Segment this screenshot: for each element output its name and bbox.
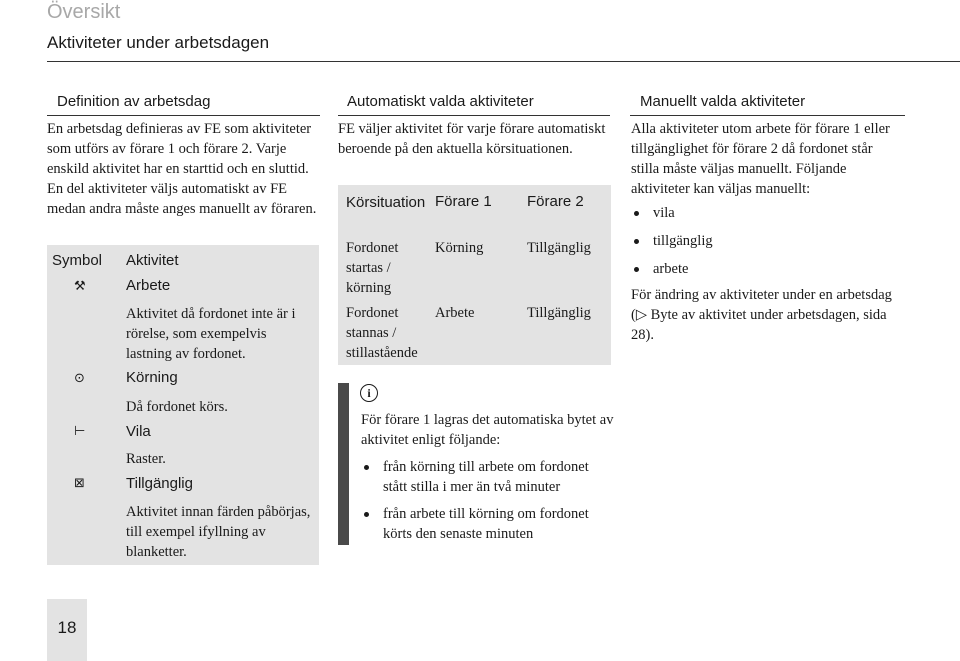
section-title: Översikt <box>47 1 121 23</box>
situation-column-header: Körsituation <box>346 194 426 211</box>
driver2-column-header: Förare 2 <box>527 193 584 210</box>
situation-table <box>338 185 611 365</box>
manual-footer-text: För ändring av aktiviteter under en arbetsdag (▷ Byte av aktivitet under arbetsdagen, sida 28). <box>631 287 892 343</box>
driver1-cell: Körning <box>435 240 484 256</box>
list-item: vila <box>631 203 903 223</box>
activity-desc-tillganglig: Aktivitet innan färden påbörjas, till exempel ifyllning av blanketter. <box>126 504 311 560</box>
activity-desc-arbete: Aktivitet då fordonet inte är i rörelse, som exempelvis lastning av fordonet. <box>126 306 296 362</box>
definition-rule <box>47 115 320 116</box>
steering-wheel-icon: ⊙ <box>74 371 85 386</box>
activity-name-korning: Körning <box>126 369 178 386</box>
driver1-cell: Arbete <box>435 305 475 321</box>
situation-cell: Fordonet stannas / stillastående <box>346 305 418 361</box>
manual-rule <box>630 115 905 116</box>
activity-name-tillganglig: Tillgänglig <box>126 475 193 492</box>
hammer-icon: ⚒ <box>74 279 86 294</box>
list-item: från körning till arbete om fordonet stått stilla i mer än två minuter <box>361 457 616 497</box>
driver2-cell: Tillgänglig <box>527 305 591 321</box>
symbol-column-header: Symbol <box>52 252 103 269</box>
auto-rule <box>338 115 610 116</box>
list-item: tillgänglig <box>631 231 903 251</box>
header-divider <box>47 61 960 62</box>
bed-icon: ⊢ <box>74 424 86 439</box>
activity-desc-korning: Då fordonet körs. <box>126 399 228 415</box>
symbol-table <box>47 245 319 565</box>
box-icon: ⊠ <box>74 476 85 491</box>
page-number: 18 <box>47 599 87 661</box>
info-icon: i <box>360 384 378 402</box>
situation-cell: Fordonet startas / körning <box>346 240 399 296</box>
driver2-cell: Tillgänglig <box>527 240 591 256</box>
manual-intro: Alla aktiviteter utom arbete för förare 1 eller tillgänglighet för förare 2 då fordonet står stilla måste väljas manuellt. Följande aktiviteter kan väljas manuellt: <box>631 121 890 197</box>
manual-bullet-list <box>631 203 903 279</box>
list-item: arbete <box>631 259 903 279</box>
list-item: från arbete till körning om fordonet körts den senaste minuten <box>361 504 616 544</box>
auto-intro: FE väljer aktivitet för varje förare automatiskt beroende på den aktuella körsituationen. <box>338 121 606 157</box>
activity-desc-vila: Raster. <box>126 451 166 467</box>
auto-heading: Automatiskt valda aktiviteter <box>347 93 534 110</box>
activity-name-vila: Vila <box>126 423 151 440</box>
manual-heading: Manuellt valda aktiviteter <box>640 93 806 110</box>
page-subtitle: Aktiviteter under arbetsdagen <box>47 33 270 52</box>
driver1-column-header: Förare 1 <box>435 193 492 210</box>
definition-paragraph: En arbetsdag definieras av FE som aktiviteter som utförs av förare 1 och förare 2. Varje enskild aktivitet har en starttid och en sluttid. En del aktiviteter väljs automatiskt av FE medan andra måste anges manuellt av föraren. <box>47 121 317 217</box>
definition-heading: Definition av arbetsdag <box>57 93 211 110</box>
activity-column-header: Aktivitet <box>126 252 179 269</box>
note-bar <box>338 383 349 545</box>
note-text: För förare 1 lagras det automatiska bytet av aktivitet enligt följande: <box>361 412 614 448</box>
activity-name-arbete: Arbete <box>126 277 171 294</box>
note-bullet-list <box>361 457 616 544</box>
